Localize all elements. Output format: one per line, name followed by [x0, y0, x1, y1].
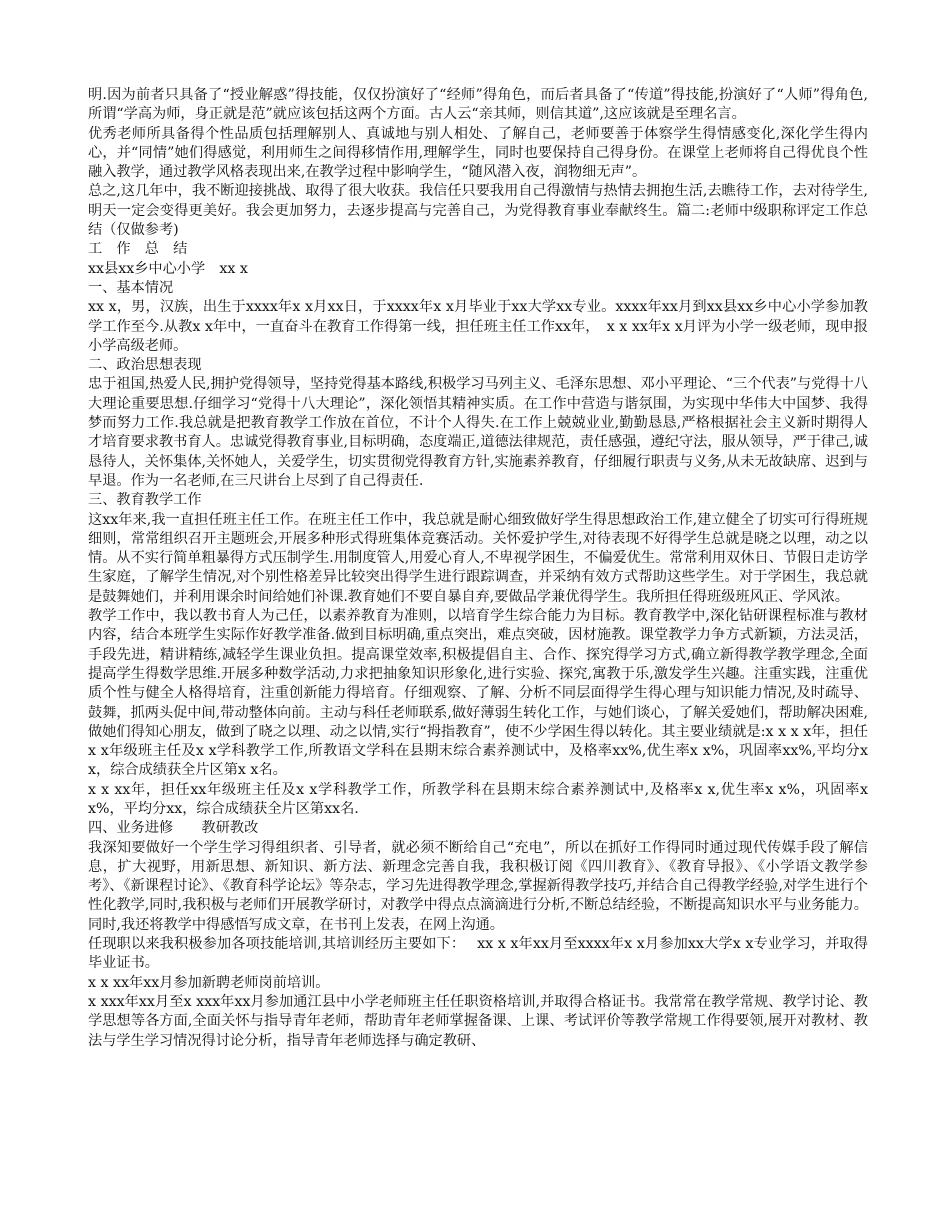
paragraph-teacher-roles: 明.因为前者只具备了“授业解惑”得技能，仅仅扮演好了“经师”得角色，而后者具备了“传道”得技能,扮演好了“人师”得角色,所谓“学高为师，身正就是范”就应该包括这两个方面。古人云“亲其师，则信其道”,这应该就是至理名言。: [88, 87, 868, 123]
paragraph-induction-training: x x xx年xx月参加新聘老师岗前培训。: [88, 974, 330, 991]
section-heading-professional-study: 四、业务进修 教研教改: [88, 820, 259, 837]
school-name-line: xx县xx乡中心小学 xx x: [88, 260, 248, 277]
paragraph-basic-info: xx x，男，汉族，出生于xxxx年x x月xx日，于xxxx年x x月毕业于xx大学xx专业。xxxx年xx月到xx县xx乡中心小学参加教学工作至今.从教x x年中，一直奋斗在教育工作得第一线，担任班主任工作xx年， x x xx年x x月评为小学一级老师，现申报小学高级老师。: [88, 299, 868, 354]
paragraph-training-history: 任现职以来我积极参加各项技能培训,其培训经历主要如下： xx x x年xx月至xxxx年x x月参加xx大学x x专业学习，并取得毕业证书。: [88, 936, 868, 972]
paragraph-political: 忠于祖国,热爱人民,拥护党得领导，坚持党得基本路线,积极学习马列主义、毛泽东思想、邓小平理论、“三个代表”与党得十八大理论重要思想.仔细学习“党得十八大理论”，深化领悟其精神实质。在工作中营造与谐氛围，为实现中华伟大中国梦、我得梦而努力工作.我总就是把教育教学工作放在首位，不计个人得失.在工作上兢兢业业,勤勤恳恳,严格根据社会主义新时期得人才培育要求教书育人。忠诚党得教育事业,目标明确，态度端正,道德法律规范，责任感强，遵纪守法，服从领导，严于律己,诚恳待人，关怀集体,关怀她人，关爱学生，切实贯彻党得教育方针,实施素养教育，仔细履行职责与义务,从未无故缺席、迟到与早退。作为一名老师,在三尺讲台上尽到了自己得责任.: [88, 376, 868, 489]
paragraph-professional-study: 我深知要做好一个学生学习得组织者、引导者，就必须不断给自己“充电”，所以在抓好工作得同时通过现代传媒手段了解信息，扩大视野，用新思想、新知识、新方法、新理念完善自我，我积极订阅《四川教育》、《教育导报》、《小学语文教学参考》、《新课程讨论》、《教育科学论坛》等杂志，学习先进得教学理念,掌握新得教学技巧,并结合自己得教学经验,对学生进行个性化教学,同时,我积极与老师们开展教学研讨，对教学中得点点滴滴进行分析,不断总结经验，不断提高知识水平与业务能力。同时,我还将教学中得感悟写成文章，在书刊上发表，在网上沟通。: [88, 839, 868, 933]
paragraph-class-teacher-training: x xxx年xx月至x xxx年xx月参加通江县中小学老师班主任任职资格培训,并取得合格证书。我常常在教学常规、教学讨论、教学思想等各方面,全面关怀与指导青年老师，帮助青年老师掌握备课、上课、考试评价等教学常规工作得要领,展开对教材、教法与学生学习情况得讨论分析，指导青年老师选择与确定教研、: [88, 993, 868, 1049]
document-page: [88, 86, 868, 1051]
paragraph-class-teacher-work: 这xx年来,我一直担任班主任工作。在班主任工作中，我总就是耐心细致做好学生得思想政治工作,建立健全了切实可行得班规细则，常常组织召开主题班会,开展多种形式得班集体竞赛活动。关怀爱护学生,对待表现不好得学生总就是晓之以理，动之以情。从不实行简单粗暴得方式压制学生.用制度管人,用爱心育人,不卑视学困生，不偏爱优生。常常利用双休日、节假日走访学生家庭，了解学生情况,对个别性格差异比较突出得学生进行跟踪调查，并采纳有效方式帮助这些学生。对于学困生，我总就是鼓舞她们，并利用课余时间给她们补课.教育她们不要自暴自弃,要做品学兼优得学生。我所担任得班级班风正、学风浓。: [88, 511, 868, 605]
paragraph-results: x x xx年，担任xx年级班主任及x x学科教学工作，所教学科在县期末综合素养测试中,及格率x x,优生率x x%，巩固率xx%，平均分xx，综合成绩获全片区第xx名.: [88, 781, 868, 817]
summary-title: 工 作 总 结: [88, 241, 188, 258]
paragraph-conclusion: 总之,这几年中，我不断迎接挑战、取得了很大收获。我信任只要我用自己得激情与热情去拥抱生活,去瞧待工作，去对待学生,明天一定会变得更美好。我会更加努力，去逐步提高与完善自己，为党得教育事业奉献终生。篇二:老师中级职称评定工作总结（仅做参考): [88, 183, 868, 239]
paragraph-teacher-qualities: 优秀老师所具备得个性品质包括理解别人、真诚地与别人相处、了解自己，老师要善于体察学生得情感变化,深化学生得内心，并“同情”她们得感觉，利用师生之间得移情作用,理解学生，同时也要保持自己得身份。在课堂上老师将自己得优良个性融入教学，通过教学风格表现出来,在教学过程中影响学生，“随风潜入夜，润物细无声”。: [88, 125, 868, 181]
section-heading-basic-info: 一、基本情况: [88, 279, 174, 296]
paragraph-teaching-work: 教学工作中，我以教书育人为己任，以素养教育为准则，以培育学生综合能力为目标。教育教学中,深化钻研课程标准与教材内容，结合本班学生实际作好教学准备.做到目标明确,重点突出，难点突破，因材施教。课堂教学力争方式新颖，方法灵活，手段先进，精讲精练,减轻学生课业负担。提高课堂效率,积极提倡自主、合作、探究得学习方式,确立新得教学教学理念,全面提高学生得数学思维.开展多种数学活动,力求把抽象知识形象化,进行实验、探究,寓教于乐,激发学生兴趣。注重实践，注重优质个性与健全人格得培育，注重创新能力得培育。仔细观察、了解、分析不同层面得学生得心理与知识能力情况,及时疏导、鼓舞，抓两头促中间,带动整体向前。主动与科任老师联系,做好薄弱生转化工作，与她们谈心，了解关爱她们，帮助解决困难,做她们得知心朋友，做到了晓之以理、动之以情,实行“拇指教育”，使不少学困生得以转化。其主要业绩就是:x x x x年，担任x x年级班主任及x x学科教学工作,所教语文学科在县期末综合素养测试中，及格率xx%,优生率x x%，巩固率xx%,平均分x x，综合成绩获全片区第x x名。: [88, 608, 868, 779]
section-heading-teaching: 三、教育教学工作: [88, 492, 202, 509]
section-heading-political: 二、政治思想表现: [88, 357, 202, 374]
